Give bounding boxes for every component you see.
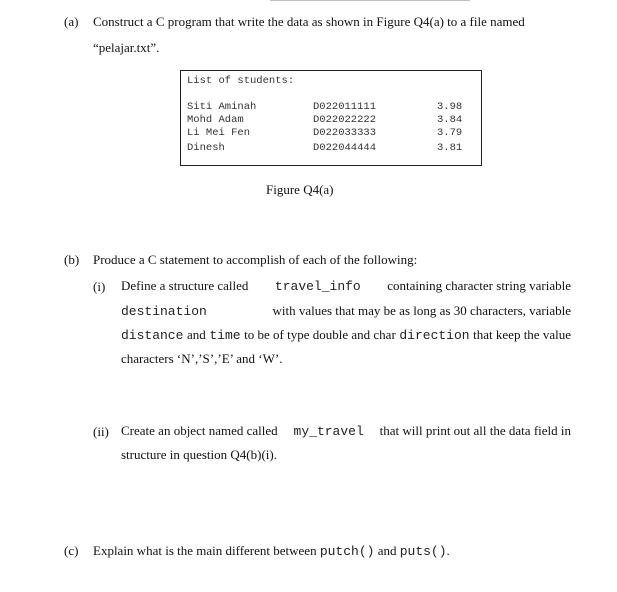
text-span: Explain what is the main different between — [93, 543, 317, 558]
part-b-ii-label: (ii) — [93, 424, 109, 439]
part-c-line — [93, 543, 450, 559]
code-puts: puts() — [399, 544, 447, 559]
part-b-i-line-2 — [121, 303, 571, 319]
part-b-intro: Produce a C statement to accomplish of each of the following: — [93, 252, 418, 267]
part-b-label: (b) — [64, 252, 80, 267]
part-b-ii-line-1 — [121, 423, 571, 439]
code-distance: distance — [121, 328, 184, 343]
text-span: that keep the value — [473, 327, 571, 342]
part-c-label: (c) — [64, 543, 79, 558]
text-span: containing character string variable — [387, 278, 571, 293]
text-span: and — [187, 327, 206, 342]
part-a-line-2: “pelajar.txt”. — [93, 40, 160, 55]
student-id: D022033333 — [313, 127, 377, 139]
part-b-ii-line-2: structure in question Q4(b)(i). — [121, 447, 277, 462]
part-a-label: (a) — [64, 14, 79, 29]
student-id: D022011111 — [313, 101, 377, 113]
code-destination: destination — [121, 304, 207, 319]
student-name: Li Mei Fen — [187, 127, 251, 139]
code-travel-info: travel_info — [274, 279, 361, 294]
student-score: 3.84 — [437, 114, 463, 126]
text-span: and — [377, 543, 397, 558]
student-name: Mohd Adam — [187, 114, 244, 126]
figure-caption: Figure Q4(a) — [266, 182, 334, 197]
student-name: Siti Aminah — [187, 101, 257, 113]
text-span: . — [446, 543, 450, 558]
student-id: D022022222 — [313, 114, 377, 126]
text-span: Define a structure called — [121, 278, 249, 293]
part-b-i-line-3 — [121, 327, 571, 343]
student-id: D022044444 — [313, 142, 377, 154]
code-putch: putch() — [319, 544, 375, 559]
code-my-travel: my_travel — [293, 424, 364, 439]
student-name: Dinesh — [187, 142, 225, 154]
student-score: 3.98 — [437, 101, 463, 113]
text-span: that will print out all the data field in — [379, 423, 571, 438]
student-score: 3.79 — [437, 127, 463, 139]
part-b-i-label: (i) — [93, 279, 106, 294]
code-time: time — [209, 328, 241, 343]
text-span: to be of type double and char — [244, 327, 396, 342]
figure-q4a-box — [180, 70, 482, 166]
top-divider — [270, 0, 470, 1]
part-b-i-line-4: characters ‘N’,’S’,’E’ and ‘W’. — [121, 351, 283, 366]
text-span: Create an object named called — [121, 423, 278, 438]
figure-header: List of students: — [187, 75, 295, 87]
student-score: 3.81 — [437, 142, 463, 154]
code-direction: direction — [399, 328, 470, 343]
text-span: with values that may be as long as 30 characters, variable — [272, 303, 571, 318]
part-a-line-1: Construct a C program that write the data as shown in Figure Q4(a) to a file named — [93, 14, 525, 29]
part-b-i-line-1 — [121, 278, 571, 294]
